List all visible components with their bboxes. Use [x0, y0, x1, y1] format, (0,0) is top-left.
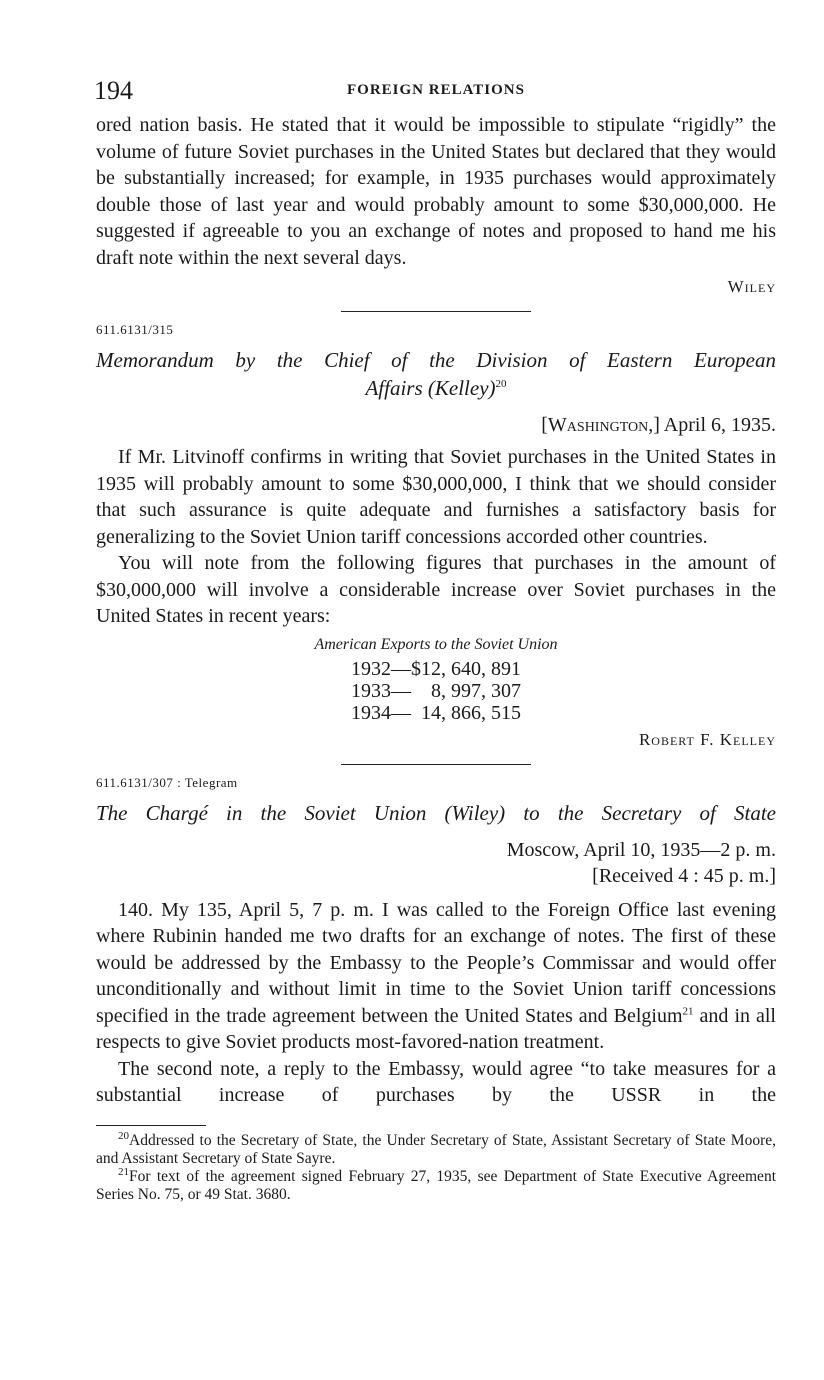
telegram-paragraph-1-text: 140. My 135, April 5, 7 p. m. I was called to the Foreign Office last evening where Rubinin handed me two drafts for an exchange of notes. The first of these would be addressed by the Embassy to the People’s Commissar and would offer unconditionally and without limit in time to the Soviet Union tariff concessions specified in the trade agreement between the United States and Belgium [96, 898, 776, 1027]
table-row [351, 658, 521, 680]
footnote-21 [96, 1165, 776, 1204]
telegram-dateline-sent: Moscow, April 10, 1935—2 p. m. [506, 838, 776, 861]
running-title: FOREIGN RELATIONS [346, 82, 525, 98]
footnote-ref-21: 21 [682, 1004, 694, 1017]
export-year: 1933— [351, 679, 411, 702]
memo-paragraph-2: You will note from the following figures that purchases in the amount of $30,000,000 will involve a considerable increase over Soviet purchases in the United States in recent years: [96, 552, 776, 627]
section-divider [341, 311, 531, 312]
telegram-paragraph-1-end: and in all respects to give Soviet products most-favored-nation treatment. [96, 1004, 776, 1053]
memo-dateline-date: April 6, 1935. [663, 414, 776, 436]
telegram-file-number: 611.6131/307 : Telegram [96, 774, 238, 790]
telegram-paragraph-2: The second note, a reply to the Embassy, would agree “to take measures for a substantial increase of purchases by the USSR in the [96, 1057, 776, 1106]
export-amount: 14, 866, 515 [421, 701, 521, 724]
intro-signature: Wiley [727, 277, 776, 296]
intro-paragraph: ored nation basis. He stated that it would be impossible to stipulate “rigidly” the volume of future Soviet purchases in the United States but declared that they would be substantially increased; for example, in 1935 purchases would approximately double those of last year and would probably amount to some $30,000,000. He suggested if agreeable to you an exchange of notes and proposed to hand me his draft note within the next several days. [96, 114, 776, 269]
export-year: 1934— [351, 701, 411, 724]
telegram-title: The Chargé in the Soviet Union (Wiley) to the Secretary of State [96, 800, 776, 825]
telegram-dateline-received: [Received 4 : 45 p. m.] [592, 864, 776, 887]
document-page [96, 74, 776, 1204]
exports-table-title: American Exports to the Soviet Union [314, 635, 558, 653]
export-amount: $12, 640, 891 [411, 657, 521, 680]
table-row [351, 702, 521, 724]
export-year: 1932— [351, 657, 411, 680]
memo-title-line2: Affairs (Kelley) [365, 376, 496, 400]
memo-dateline-place: [Washington,] [541, 414, 660, 436]
page-number: 194 [94, 76, 133, 105]
export-amount: 8, 997, 307 [431, 679, 521, 702]
memo-paragraph-1: If Mr. Litvinoff confirms in writing that Soviet purchases in the United States in 1935 will probably amount to some $30,000,000, I think that we should consider that such assurance is quite adequate and furnishes a satisfactory basis for generalizing to the Soviet Union tariff concessions accorded other countries. [96, 446, 776, 548]
memo-title-line1: Memorandum by the Chief of the Division of Eastern European [96, 348, 776, 372]
section-divider [341, 764, 531, 765]
table-row [351, 680, 521, 702]
memo-dateline [96, 412, 776, 438]
footnote-text: Addressed to the Secretary of State, the Under Secretary of State, Assistant Secretary of State Moore, and Assistant Secretary of State Sayre. [96, 1131, 776, 1167]
footnote-divider [96, 1125, 206, 1126]
footnote-ref-20: 20 [495, 378, 507, 390]
memo-signature: Robert F. Kelley [638, 729, 776, 749]
footnote-20 [96, 1129, 776, 1168]
footnote-mark: 21 [118, 1165, 129, 1178]
page-header [96, 74, 776, 112]
memo-file-number: 611.6131/315 [96, 322, 174, 337]
telegram-paragraph-1 [96, 897, 776, 1056]
footnote-mark: 20 [118, 1129, 129, 1142]
exports-table [351, 658, 521, 724]
telegram-dateline [96, 837, 776, 889]
footnote-text: For text of the agreement signed February 27, 1935, see Department of State Executive Agreement Series No. 75, or 49 Stat. 3680. [96, 1167, 776, 1203]
memo-title [96, 346, 776, 402]
